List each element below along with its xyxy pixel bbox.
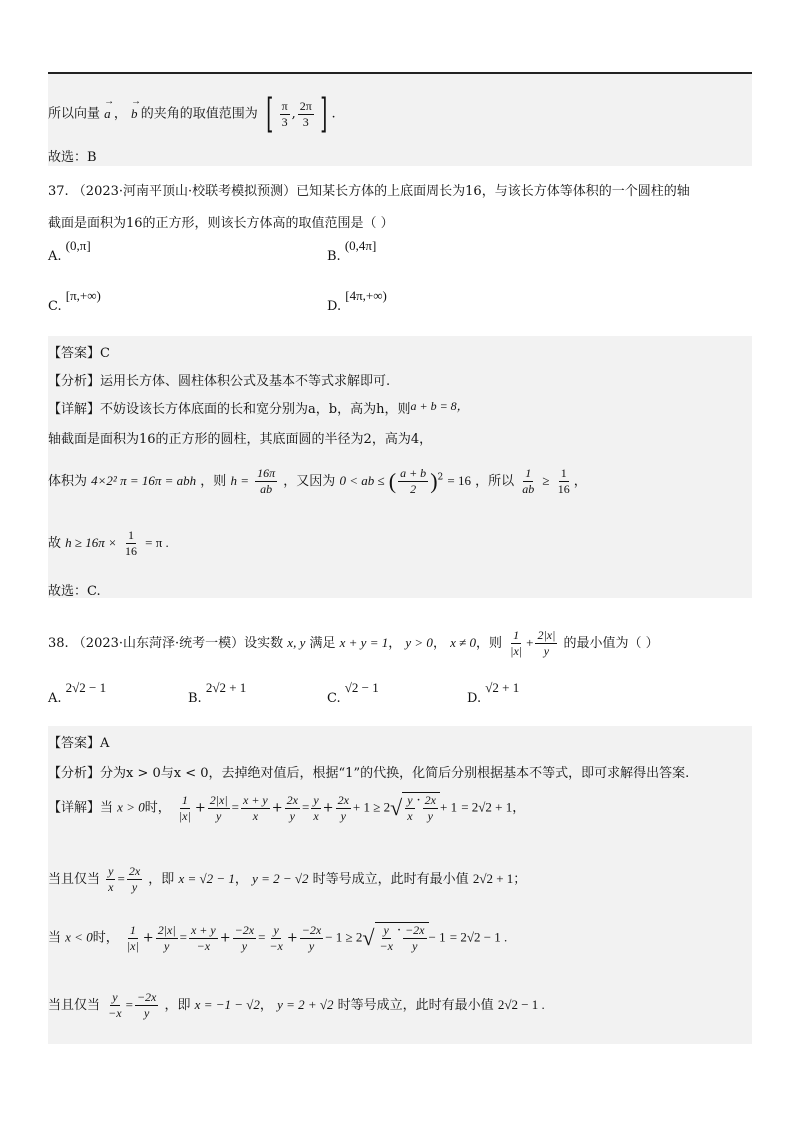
q38-solution-block <box>48 726 752 1044</box>
q38-stem: 38. （2023·山东菏泽·统考一模）设实数 x, y 满足 x + y = 1， y > 0， x ≠ 0，则 $\frac{1}{|x|}$ + $\frac{2|x|}{y}$ 的最小值为（ ） <box>48 628 659 658</box>
range-line: 所以向量 → a ， → b 的夹角的取值范围为 [ $\frac{\pi}{3}$ , $\frac{2\pi}{3}$ ] . <box>48 91 336 137</box>
vector-b: → b <box>131 95 142 121</box>
q38-option-c: C. √2 − 1 <box>327 680 379 706</box>
q37-solution-block <box>48 336 752 598</box>
q38-detail-2: 当且仅当 $\frac{y}{x}$ = $\frac{2x}{y}$ ，即 x = √2 − 1， y = 2 − √2 时等号成立，此时有最小值 2√2 + 1； <box>48 864 527 894</box>
q38-option-d: D. √2 + 1 <box>467 680 520 706</box>
q37-option-a: A. (0,π] <box>48 238 91 264</box>
q37-answer: 【答案】C <box>48 346 110 361</box>
q37-detail-4: 故 h ≥ 16π × $\frac{1}{16}$ = π . <box>48 528 169 558</box>
vector-a: → a <box>104 95 115 121</box>
inv-ab-fraction: $\frac{1}{ab}$ <box>522 466 535 496</box>
q37-detail-2: 轴截面是面积为16的正方形的圆柱，其底面圆的半径为2，高为4， <box>48 432 433 447</box>
left-bracket: [ <box>266 91 274 137</box>
q38-option-a: A. 2√2 − 1 <box>48 680 107 706</box>
right-bracket: ] <box>320 91 328 137</box>
q37-stem-line1: 37. （2023·河南平顶山·校联考模拟预测）已知某长方体的上底面周长为16，与该长方体等体积的一个圆柱的轴 <box>48 184 690 199</box>
q38-option-b: B. 2√2 + 1 <box>188 680 247 706</box>
choice-line: 故选：B <box>48 150 97 165</box>
q38-frac-1: $\frac{1}{|x|}$ <box>510 628 523 658</box>
q37-option-c: C. [π,+∞) <box>48 288 101 314</box>
range-upper: $\frac{2\pi}{3}$ <box>299 98 312 129</box>
q38-frac-2: $\frac{2|x|}{y}$ <box>537 628 556 658</box>
q38-detail-4: 当且仅当 $\frac{y}{-x}$ = $\frac{-2x}{y}$ ，即 x = −1 − √2， y = 2 + √2 时等号成立，此时有最小值 2√2 − 1 . <box>48 990 545 1020</box>
q37-analysis: 【分析】运用长方体、圆柱体积公式及基本不等式求解即可. <box>48 374 391 389</box>
q37-option-d: D. [4π,+∞) <box>327 288 387 314</box>
h-fraction: $\frac{16\pi}{ab}$ <box>257 466 276 496</box>
prev-solution-block <box>48 74 752 166</box>
q38-detail-3: 当 x < 0时， $\frac{1}{|x|}$ + $\frac{2|x|}{y}$ = $\frac{x + y}{-x}$ + $\frac{-2x}{y}$ = $\frac{y}{-x}$ + $\frac{-2x}{y}$ − 1 ≥ 2√ $\frac{y}{-x}$ · $\frac{-2x}{y}$ − 1 = 2√2 − 1 . <box>48 922 508 953</box>
one-sixteenth: $\frac{1}{16}$ <box>124 528 137 558</box>
q37-stem-line2: 截面是面积为16的正方形，则该长方体高的取值范围是（ ） <box>48 216 394 231</box>
ineq-fraction: $\frac{a + b}{2}$ <box>400 466 427 496</box>
range-lower: $\frac{\pi}{3}$ <box>281 98 288 129</box>
q37-detail-1: 【详解】不妨设该长方体底面的长和宽分别为a，b，高为h，则a + b = 8， <box>48 399 469 417</box>
q37-detail-3: 体积为 4×2² π = 16π = abh ，则 h = $\frac{16\pi}{ab}$ ，又因为 0 < ab ≤ ( $\frac{a + b}{2}$ )$^2$ = 16 ，所以 $\frac{1}{ab}$ ≥ $\frac{1}{16}$ ， <box>48 466 587 496</box>
q37-option-b: B. (0,4π] <box>327 238 377 264</box>
q38-detail-1: 【详解】当 x > 0时， $\frac{1}{|x|}$ + $\frac{2|x|}{y}$ = $\frac{x + y}{x}$ + $\frac{2x}{y}$ = $\frac{y}{x}$ + $\frac{2x}{y}$ + 1 ≥ 2√ $\frac{y}{x}$ · $\frac{2x}{y}$ + 1 = 2√2 + 1， <box>48 792 526 823</box>
q37-choice: 故选：C. <box>48 584 101 599</box>
q38-answer: 【答案】A <box>48 736 110 751</box>
inv-16-fraction: $\frac{1}{16}$ <box>557 466 570 496</box>
q38-analysis: 【分析】分为x > 0与x < 0，去掉绝对值后，根据“1”的代换，化简后分别根据基本不等式，即可求解得出答案. <box>48 766 690 781</box>
